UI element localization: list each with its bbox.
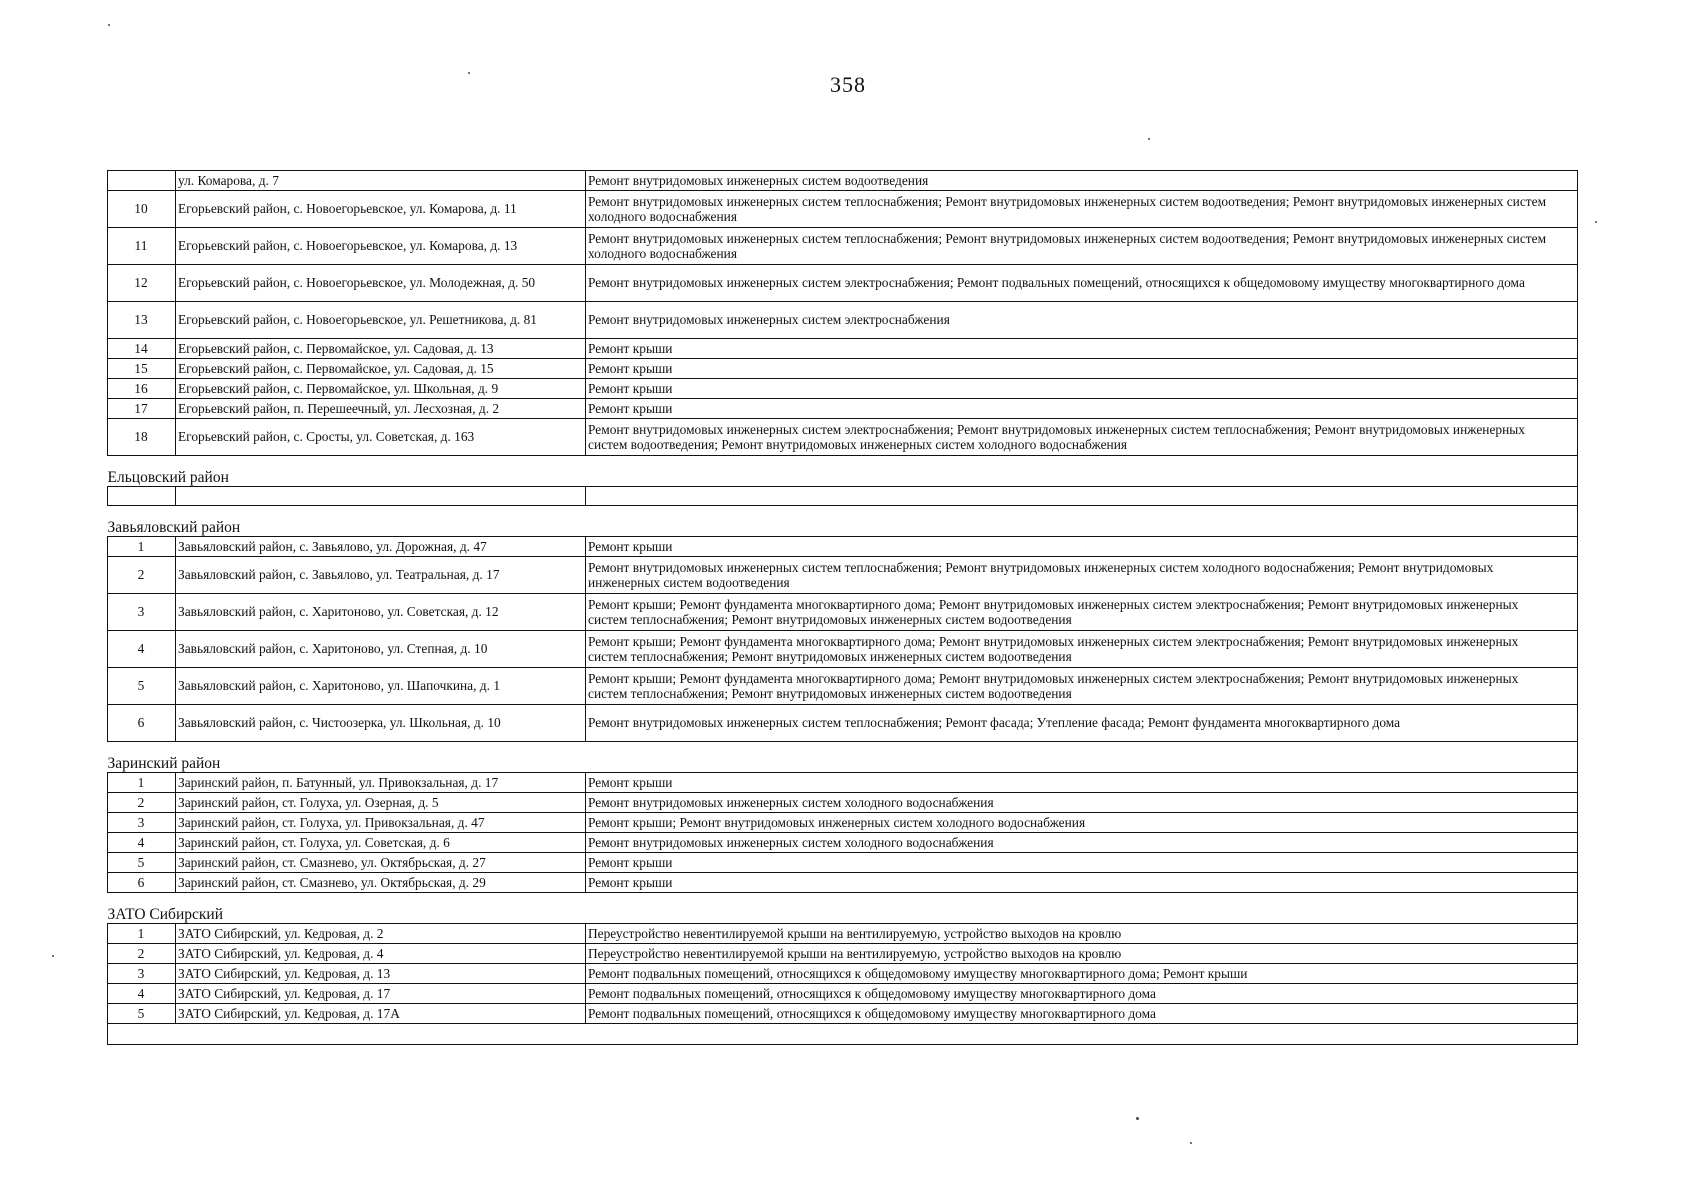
row-number: 18 xyxy=(108,419,176,456)
row-address: Заринский район, ст. Смазнево, ул. Октябрьская, д. 29 xyxy=(176,873,586,893)
row-number: 5 xyxy=(108,668,176,705)
row-number: 6 xyxy=(108,705,176,742)
district-header-row xyxy=(108,893,1578,924)
scan-speck xyxy=(1190,1142,1192,1144)
district-title: Ельцовский район xyxy=(107,469,229,486)
row-address: Заринский район, ст. Смазнево, ул. Октябрьская, д. 27 xyxy=(176,853,586,873)
table-row xyxy=(108,984,1578,1004)
row-address: ЗАТО Сибирский, ул. Кедровая, д. 2 xyxy=(176,924,586,944)
row-works: Ремонт крыши xyxy=(586,399,1578,419)
row-works: Ремонт крыши xyxy=(586,339,1578,359)
row-address: Егорьевский район, с. Первомайское, ул. Садовая, д. 15 xyxy=(176,359,586,379)
table-row xyxy=(108,1004,1578,1024)
row-number: 6 xyxy=(108,873,176,893)
table-row xyxy=(108,419,1578,456)
row-address: Егорьевский район, с. Первомайское, ул. Садовая, д. 13 xyxy=(176,339,586,359)
row-address: Егорьевский район, с. Первомайское, ул. Школьная, д. 9 xyxy=(176,379,586,399)
row-number: 5 xyxy=(108,1004,176,1024)
row-works: Ремонт внутридомовых инженерных систем электроснабжения xyxy=(586,302,1578,339)
row-number: 5 xyxy=(108,853,176,873)
table-row xyxy=(108,773,1578,793)
row-number: 3 xyxy=(108,813,176,833)
row-number: 3 xyxy=(108,964,176,984)
row-address: Завьяловский район, с. Харитоново, ул. Шапочкина, д. 1 xyxy=(176,668,586,705)
row-number xyxy=(108,171,176,191)
row-address: Заринский район, ст. Голуха, ул. Привокзальная, д. 47 xyxy=(176,813,586,833)
row-works: Ремонт крыши; Ремонт фундамента многоквартирного дома; Ремонт внутридомовых инженерных систем электроснабжения; Ремонт внутридомовых инженерных систем теплоснабжения; Ремонт внутридомовых инженерных систем водоотведения xyxy=(586,594,1578,631)
row-number: 14 xyxy=(108,339,176,359)
row-number: 2 xyxy=(108,793,176,813)
row-number: 15 xyxy=(108,359,176,379)
row-works: Ремонт крыши; Ремонт фундамента многоквартирного дома; Ремонт внутридомовых инженерных систем электроснабжения; Ремонт внутридомовых инженерных систем теплоснабжения; Ремонт внутридомовых инженерных систем водоотведения xyxy=(586,631,1578,668)
row-number: 4 xyxy=(108,984,176,1004)
table-row xyxy=(108,171,1578,191)
row-address: Завьяловский район, с. Завьялово, ул. Дорожная, д. 47 xyxy=(176,537,586,557)
row-address: Заринский район, п. Батунный, ул. Привокзальная, д. 17 xyxy=(176,773,586,793)
district-header-row xyxy=(108,456,1578,487)
row-number: 4 xyxy=(108,631,176,668)
table-row xyxy=(108,668,1578,705)
page-number: 358 xyxy=(830,72,866,97)
table-row xyxy=(108,594,1578,631)
row-number: 10 xyxy=(108,191,176,228)
row-address: Заринский район, ст. Голуха, ул. Советская, д. 6 xyxy=(176,833,586,853)
row-address: Завьяловский район, с. Харитоново, ул. Степная, д. 10 xyxy=(176,631,586,668)
row-works: Ремонт внутридомовых инженерных систем водоотведения xyxy=(586,171,1578,191)
table-row xyxy=(108,813,1578,833)
table-row xyxy=(108,265,1578,302)
row-address: Егорьевский район, с. Новоегорьевское, ул. Комарова, д. 13 xyxy=(176,228,586,265)
row-works: Ремонт внутридомовых инженерных систем холодного водоснабжения xyxy=(586,793,1578,813)
row-number: 1 xyxy=(108,924,176,944)
row-address: Завьяловский район, с. Харитоново, ул. Советская, д. 12 xyxy=(176,594,586,631)
row-address: Заринский район, ст. Голуха, ул. Озерная, д. 5 xyxy=(176,793,586,813)
row-works: Ремонт внутридомовых инженерных систем теплоснабжения; Ремонт внутридомовых инженерных систем холодного водоснабжения; Ремонт внутридомовых инженерных систем водоотведения xyxy=(586,557,1578,594)
table-row xyxy=(108,302,1578,339)
row-works: Ремонт подвальных помещений, относящихся к общедомовому имуществу многоквартирного дома xyxy=(586,1004,1578,1024)
district-title: Заринский район xyxy=(107,755,221,772)
table-row xyxy=(108,228,1578,265)
district-header-row xyxy=(108,506,1578,537)
table-row xyxy=(108,944,1578,964)
row-works: Ремонт внутридомовых инженерных систем теплоснабжения; Ремонт фасада; Утепление фасада; Ремонт фундамента многоквартирного дома xyxy=(586,705,1578,742)
row-works: Ремонт крыши xyxy=(586,773,1578,793)
row-works: Ремонт внутридомовых инженерных систем холодного водоснабжения xyxy=(586,833,1578,853)
row-address: ЗАТО Сибирский, ул. Кедровая, д. 4 xyxy=(176,944,586,964)
row-address: Егорьевский район, с. Новоегорьевское, ул. Молодежная, д. 50 xyxy=(176,265,586,302)
scan-speck xyxy=(1148,138,1150,140)
scan-speck xyxy=(1595,221,1597,223)
table-row xyxy=(108,853,1578,873)
empty-cell xyxy=(108,487,176,506)
row-number: 16 xyxy=(108,379,176,399)
row-address: ЗАТО Сибирский, ул. Кедровая, д. 17А xyxy=(176,1004,586,1024)
table-row xyxy=(108,924,1578,944)
row-works: Ремонт крыши xyxy=(586,537,1578,557)
table-row xyxy=(108,793,1578,813)
row-number: 1 xyxy=(108,773,176,793)
table-row xyxy=(108,705,1578,742)
row-works: Ремонт крыши; Ремонт фундамента многоквартирного дома; Ремонт внутридомовых инженерных систем электроснабжения; Ремонт внутридомовых инженерных систем теплоснабжения; Ремонт внутридомовых инженерных систем водоотведения xyxy=(586,668,1578,705)
district-header-row xyxy=(108,742,1578,773)
row-number: 3 xyxy=(108,594,176,631)
row-works: Переустройство невентилируемой крыши на вентилируемую, устройство выходов на кровлю xyxy=(586,924,1578,944)
row-works: Ремонт крыши xyxy=(586,853,1578,873)
repair-register-table xyxy=(107,170,1578,1045)
table-row xyxy=(108,873,1578,893)
row-works: Ремонт внутридомовых инженерных систем теплоснабжения; Ремонт внутридомовых инженерных систем водоотведения; Ремонт внутридомовых инженерных систем холодного водоснабжения xyxy=(586,191,1578,228)
table-row xyxy=(108,833,1578,853)
row-works: Ремонт крыши xyxy=(586,379,1578,399)
row-works: Ремонт подвальных помещений, относящихся к общедомовому имуществу многоквартирного дома xyxy=(586,984,1578,1004)
table-row xyxy=(108,191,1578,228)
repair-register-sheet xyxy=(107,170,1577,1045)
empty-cell xyxy=(176,487,586,506)
row-number: 13 xyxy=(108,302,176,339)
row-address: Завьяловский район, с. Чистоозерка, ул. Школьная, д. 10 xyxy=(176,705,586,742)
scan-speck xyxy=(108,24,110,26)
row-address: Егорьевский район, п. Перешеечный, ул. Лесхозная, д. 2 xyxy=(176,399,586,419)
row-works: Ремонт крыши xyxy=(586,873,1578,893)
district-title: Завьяловский район xyxy=(107,519,241,536)
table-tail-row xyxy=(108,1024,1578,1045)
table-row xyxy=(108,339,1578,359)
row-address: Егорьевский район, с. Новоегорьевское, ул. Решетникова, д. 81 xyxy=(176,302,586,339)
row-works: Ремонт внутридомовых инженерных систем электроснабжения; Ремонт внутридомовых инженерных систем теплоснабжения; Ремонт внутридомовых инженерных систем водоотведения; Ремонт внутридомовых инженерных систем холодного водоснабжения xyxy=(586,419,1578,456)
row-number: 1 xyxy=(108,537,176,557)
table-row xyxy=(108,537,1578,557)
row-address: Егорьевский район, с. Сросты, ул. Советская, д. 163 xyxy=(176,419,586,456)
empty-cell xyxy=(108,1024,1578,1045)
district-title: ЗАТО Сибирский xyxy=(107,906,223,923)
empty-cell xyxy=(586,487,1578,506)
row-address: ЗАТО Сибирский, ул. Кедровая, д. 13 xyxy=(176,964,586,984)
scan-speck xyxy=(468,72,470,74)
row-number: 12 xyxy=(108,265,176,302)
row-works: Ремонт внутридомовых инженерных систем электроснабжения; Ремонт подвальных помещений, относящихся к общедомовому имуществу многоквартирного дома xyxy=(586,265,1578,302)
row-address: ул. Комарова, д. 7 xyxy=(176,171,586,191)
table-row xyxy=(108,399,1578,419)
row-works: Ремонт крыши xyxy=(586,359,1578,379)
table-row xyxy=(108,964,1578,984)
empty-table-row xyxy=(108,487,1578,506)
row-address: ЗАТО Сибирский, ул. Кедровая, д. 17 xyxy=(176,984,586,1004)
row-works: Ремонт подвальных помещений, относящихся к общедомовому имуществу многоквартирного дома; Ремонт крыши xyxy=(586,964,1578,984)
table-row xyxy=(108,359,1578,379)
row-number: 2 xyxy=(108,944,176,964)
row-number: 11 xyxy=(108,228,176,265)
table-row xyxy=(108,379,1578,399)
row-address: Егорьевский район, с. Новоегорьевское, ул. Комарова, д. 11 xyxy=(176,191,586,228)
row-address: Завьяловский район, с. Завьялово, ул. Театральная, д. 17 xyxy=(176,557,586,594)
row-works: Ремонт внутридомовых инженерных систем теплоснабжения; Ремонт внутридомовых инженерных систем водоотведения; Ремонт внутридомовых инженерных систем холодного водоснабжения xyxy=(586,228,1578,265)
row-number: 2 xyxy=(108,557,176,594)
scan-speck xyxy=(52,955,54,957)
row-works: Ремонт крыши; Ремонт внутридомовых инженерных систем холодного водоснабжения xyxy=(586,813,1578,833)
row-works: Переустройство невентилируемой крыши на вентилируемую, устройство выходов на кровлю xyxy=(586,944,1578,964)
table-row xyxy=(108,557,1578,594)
scan-speck xyxy=(1136,1117,1139,1120)
row-number: 17 xyxy=(108,399,176,419)
table-row xyxy=(108,631,1578,668)
row-number: 4 xyxy=(108,833,176,853)
repair-register-body xyxy=(108,171,1578,1045)
